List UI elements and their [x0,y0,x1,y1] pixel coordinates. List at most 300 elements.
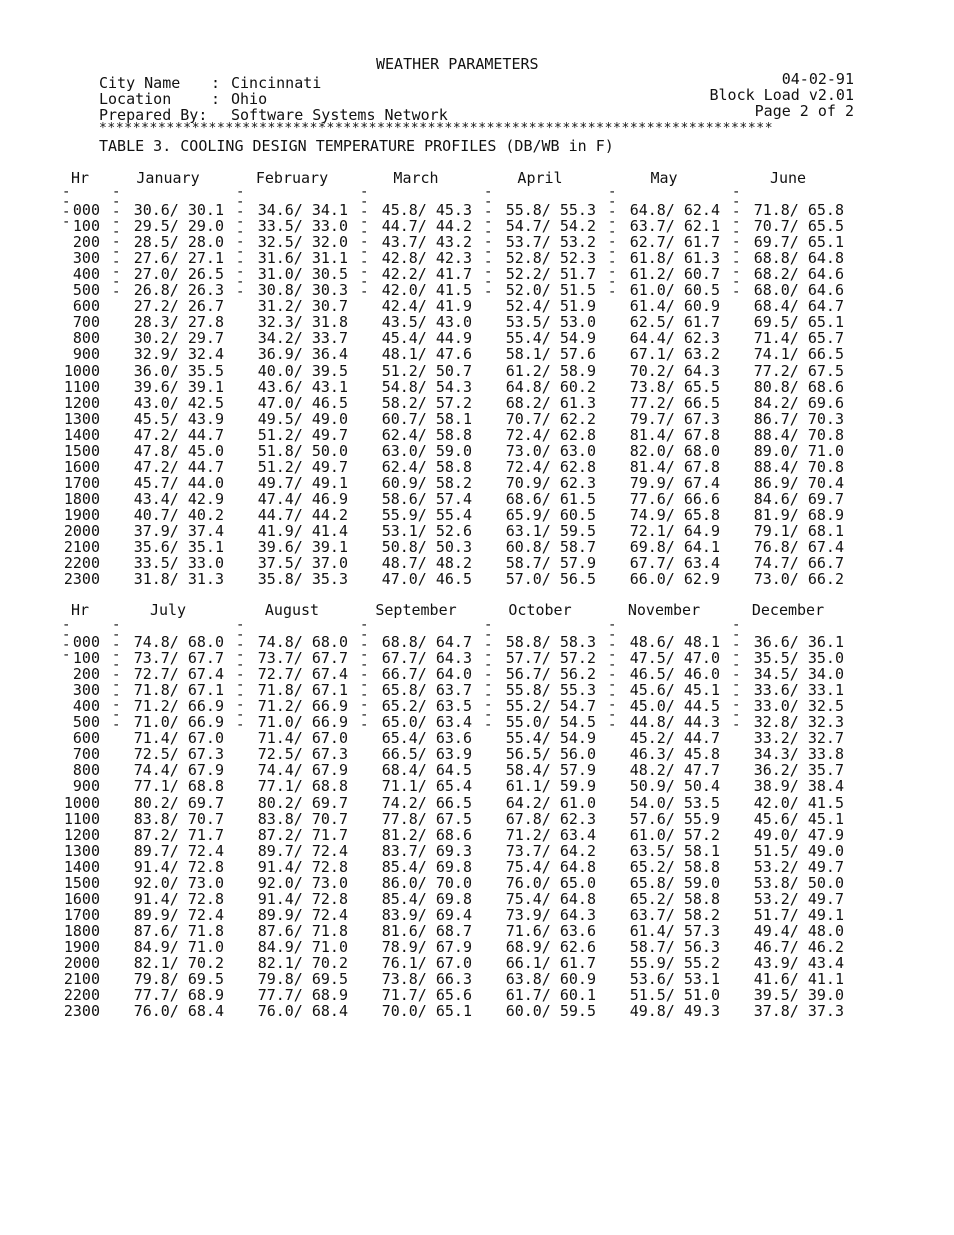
month-header-underline: ----------- [732,617,741,733]
table-row [0,843,860,859]
temperature-cell: 39.6/ 39.1 [133,377,224,396]
month-header-underline: ----------- [608,184,617,300]
temperature-cell: 43.6/ 43.1 [257,377,348,396]
temperature-cell: 27.0/ 26.5 [133,265,224,284]
temperature-cell: 72.5/ 67.3 [133,745,224,764]
table-row [0,650,860,666]
temperature-cell: 73.0/ 63.0 [505,441,596,460]
temperature-cell: 68.2/ 61.3 [505,393,596,412]
hour-cell: 2300 [63,1002,100,1021]
temperature-cell: 42.2/ 41.7 [381,265,472,284]
month-header-june: June [769,169,807,187]
hour-cell: 500 [72,713,100,732]
hour-cell: 1300 [63,841,100,860]
location-label: Location [99,90,172,108]
table-row [0,811,860,827]
temperature-cell: 35.8/ 35.3 [257,570,348,589]
hour-cell: 2000 [63,522,100,540]
hour-cell: 1900 [63,505,100,524]
hour-cell: 1200 [63,393,100,412]
temperature-cell: 39.6/ 39.1 [257,538,348,557]
temperature-cell: 66.1/ 61.7 [505,954,596,972]
temperature-cell: 81.6/ 68.7 [381,921,472,940]
temperature-cell: 42.8/ 42.3 [381,249,472,268]
table-row [0,250,860,266]
table-row [0,987,860,1003]
month-header-underline: ----------- [236,184,245,300]
hour-cell: 600 [72,297,100,316]
temperature-cell: 78.9/ 67.9 [381,937,472,956]
temperature-cell: 74.2/ 66.5 [381,793,472,812]
month-header-november: November [627,601,701,619]
temperature-cell: 74.1/ 66.5 [753,345,844,364]
hour-cell: 700 [72,313,100,332]
temperature-cell: 26.8/ 26.3 [133,281,224,300]
temperature-cell: 47.0/ 46.5 [257,393,348,412]
temperature-cell: 73.0/ 66.2 [753,570,844,589]
temperature-cell: 50.9/ 50.4 [629,777,720,796]
temperature-cell: 70.2/ 64.3 [629,361,720,380]
temperature-cell: 46.7/ 46.2 [753,937,844,956]
temperature-cell: 41.9/ 41.4 [257,522,348,540]
temperature-cell: 72.7/ 67.4 [257,665,348,684]
hour-cell: 1500 [63,873,100,892]
table-row [0,795,860,811]
temperature-cell: 66.5/ 63.9 [381,745,472,764]
temperature-cell: 52.4/ 51.9 [505,297,596,316]
hour-cell: 1600 [63,889,100,908]
temperature-cell: 87.2/ 71.7 [257,825,348,844]
month-header-underline: ----------- [484,617,493,733]
temperature-cell: 65.2/ 58.8 [629,857,720,876]
table-row [0,730,860,746]
temperature-cell: 55.2/ 54.7 [505,697,596,716]
table-row [0,346,860,362]
table-row [0,539,860,555]
temperature-cell: 43.9/ 43.4 [753,954,844,972]
temperature-cell: 80.2/ 69.7 [257,793,348,812]
temperature-cell: 91.4/ 72.8 [133,889,224,908]
temperature-cell: 64.8/ 60.2 [505,377,596,396]
hour-cell: 900 [72,777,100,796]
temperature-cell: 45.4/ 44.9 [381,329,472,348]
temperature-cell: 31.6/ 31.1 [257,249,348,268]
temperature-cell: 51.2/ 50.7 [381,361,472,380]
temperature-cell: 88.4/ 70.8 [753,457,844,476]
temperature-cell: 77.7/ 68.9 [133,986,224,1005]
temperature-cell: 92.0/ 73.0 [133,873,224,892]
temperature-cell: 83.7/ 69.3 [381,841,472,860]
temperature-cell: 55.8/ 55.3 [505,201,596,219]
temperature-cell: 53.8/ 50.0 [753,873,844,892]
temperature-cell: 68.4/ 64.5 [381,761,472,780]
temperature-cell: 33.5/ 33.0 [257,217,348,236]
temperature-cell: 73.9/ 64.3 [505,905,596,924]
temperature-cell: 35.6/ 35.1 [133,538,224,557]
temperature-cell: 45.6/ 45.1 [629,681,720,700]
temperature-cell: 32.8/ 32.3 [753,713,844,732]
table-row [0,314,860,330]
city-label: City Name [99,74,181,92]
month-header-underline: ----------- [360,184,369,300]
temperature-cell: 42.0/ 41.5 [381,281,472,300]
temperature-cell: 31.0/ 30.5 [257,265,348,284]
hr-header-underline: ---- [62,184,71,230]
temperature-cell: 73.7/ 67.7 [257,649,348,668]
table-row [0,891,860,907]
temperature-cell: 87.6/ 71.8 [257,921,348,940]
temperature-cell: 52.0/ 51.5 [505,281,596,300]
location-value: Ohio [231,90,268,108]
temperature-cell: 67.1/ 63.2 [629,345,720,364]
month-header-underline: ----------- [360,617,369,733]
hour-cell: 1800 [63,489,100,508]
hour-cell: 100 [72,217,100,236]
temperature-cell: 36.0/ 35.5 [133,361,224,380]
temperature-cell: 68.8/ 64.8 [753,249,844,268]
table-row [0,266,860,282]
month-header-september: September [375,601,457,619]
temperature-cell: 79.9/ 67.4 [629,473,720,492]
temperature-cell: 84.6/ 69.7 [753,489,844,508]
temperature-cell: 76.0/ 65.0 [505,873,596,892]
temperature-cell: 60.7/ 58.1 [381,409,472,428]
temperature-cell: 34.5/ 34.0 [753,665,844,684]
temperature-cell: 73.7/ 67.7 [133,649,224,668]
temperature-cell: 81.2/ 68.6 [381,825,472,844]
temperature-cell: 49.0/ 47.9 [753,825,844,844]
temperature-cell: 67.7/ 63.4 [629,554,720,573]
temperature-cell: 58.4/ 57.9 [505,761,596,780]
temperature-cell: 64.4/ 62.3 [629,329,720,348]
temperature-cell: 57.0/ 56.5 [505,570,596,589]
temperature-cell: 74.9/ 65.8 [629,505,720,524]
hour-cell: 400 [72,265,100,284]
table-row [0,682,860,698]
temperature-cell: 68.6/ 61.5 [505,489,596,508]
temperature-cell: 71.0/ 66.9 [257,713,348,732]
temperature-cell: 62.5/ 61.7 [629,313,720,332]
temperature-cell: 44.7/ 44.2 [257,505,348,524]
temperature-cell: 54.0/ 53.5 [629,793,720,812]
temperature-cell: 69.8/ 64.1 [629,538,720,557]
temperature-cell: 62.4/ 58.8 [381,457,472,476]
temperature-cell: 35.5/ 35.0 [753,649,844,668]
table-row [0,875,860,891]
temperature-cell: 51.8/ 50.0 [257,441,348,460]
temperature-cell: 55.8/ 55.3 [505,681,596,700]
temperature-cell: 58.6/ 57.4 [381,489,472,508]
temperature-cell: 30.2/ 29.7 [133,329,224,348]
temperature-cell: 45.5/ 43.9 [133,409,224,428]
temperature-cell: 88.4/ 70.8 [753,425,844,444]
temperature-cell: 61.4/ 57.3 [629,921,720,940]
temperature-cell: 47.2/ 44.7 [133,425,224,444]
temperature-cell: 36.9/ 36.4 [257,345,348,364]
temperature-cell: 56.5/ 56.0 [505,745,596,764]
temperature-cell: 32.3/ 31.8 [257,313,348,332]
temperature-cell: 83.8/ 70.7 [133,809,224,828]
temperature-cell: 82.1/ 70.2 [133,954,224,972]
page-indicator: Page 2 of 2 [754,102,854,120]
month-header-july: July [149,601,187,619]
temperature-cell: 72.1/ 64.9 [629,522,720,540]
temperature-cell: 54.7/ 54.2 [505,217,596,236]
temperature-cell: 71.8/ 67.1 [133,681,224,700]
temperature-cell: 45.7/ 44.0 [133,473,224,492]
temperature-cell: 53.1/ 52.6 [381,522,472,540]
temperature-cell: 73.8/ 65.5 [629,377,720,396]
temperature-cell: 33.2/ 32.7 [753,729,844,748]
hour-cell: 1700 [63,905,100,924]
temperature-cell: 63.7/ 62.1 [629,217,720,236]
temperature-cell: 71.2/ 63.4 [505,825,596,844]
temperature-cell: 81.4/ 67.8 [629,425,720,444]
temperature-cell: 52.2/ 51.7 [505,265,596,284]
temperature-cell: 84.2/ 69.6 [753,393,844,412]
temperature-cell: 53.7/ 53.2 [505,233,596,252]
temperature-cell: 68.9/ 62.6 [505,937,596,956]
temperature-cell: 55.4/ 54.9 [505,729,596,748]
temperature-cell: 89.9/ 72.4 [257,905,348,924]
temperature-cell: 28.5/ 28.0 [133,233,224,252]
temperature-cell: 91.4/ 72.8 [257,857,348,876]
city-value: Cincinnati [231,74,322,92]
temperature-cell: 71.4/ 65.7 [753,329,844,348]
temperature-cell: 74.4/ 67.9 [257,761,348,780]
temperature-cell: 47.2/ 44.7 [133,457,224,476]
temperature-cell: 89.7/ 72.4 [133,841,224,860]
temperature-cell: 76.0/ 68.4 [133,1002,224,1021]
temperature-cell: 70.7/ 62.2 [505,409,596,428]
temperature-cell: 49.4/ 48.0 [753,921,844,940]
temperature-cell: 51.7/ 49.1 [753,905,844,924]
month-header-underline: ----------- [236,617,245,733]
temperature-cell: 65.8/ 63.7 [381,681,472,700]
month-header-october: October [508,601,572,619]
hour-cell: 2000 [63,954,100,972]
temperature-cell: 75.4/ 64.8 [505,889,596,908]
temperature-cell: 55.9/ 55.2 [629,954,720,972]
temperature-cell: 47.8/ 45.0 [133,441,224,460]
temperature-cell: 61.2/ 58.9 [505,361,596,380]
table-row [0,939,860,955]
temperature-cell: 53.6/ 53.1 [629,970,720,989]
temperature-cell: 74.8/ 68.0 [133,633,224,651]
hour-cell: 1600 [63,457,100,476]
temperature-cell: 85.4/ 69.8 [381,857,472,876]
temperature-cell: 27.6/ 27.1 [133,249,224,268]
temperature-cell: 49.5/ 49.0 [257,409,348,428]
temperature-cell: 42.4/ 41.9 [381,297,472,316]
temperature-cell: 40.0/ 39.5 [257,361,348,380]
hour-cell: 200 [72,233,100,252]
temperature-cell: 28.3/ 27.8 [133,313,224,332]
temperature-cell: 79.8/ 69.5 [133,970,224,989]
hour-cell: 2200 [63,554,100,573]
temperature-cell: 29.5/ 29.0 [133,217,224,236]
hour-cell: 400 [72,697,100,716]
temperature-cell: 37.5/ 37.0 [257,554,348,573]
temperature-cell: 60.9/ 58.2 [381,473,472,492]
table-row [0,666,860,682]
report-title: WEATHER PARAMETERS [376,55,539,73]
temperature-cell: 63.5/ 58.1 [629,841,720,860]
temperature-cell: 80.2/ 69.7 [133,793,224,812]
hour-cell: 2200 [63,986,100,1005]
temperature-cell: 48.1/ 47.6 [381,345,472,364]
temperature-cell: 74.4/ 67.9 [133,761,224,780]
temperature-cell: 65.9/ 60.5 [505,505,596,524]
temperature-cell: 80.8/ 68.6 [753,377,844,396]
temperature-cell: 71.6/ 63.6 [505,921,596,940]
temperature-cell: 44.8/ 44.3 [629,713,720,732]
month-header-underline: ----------- [608,617,617,733]
hour-cell: 2300 [63,570,100,589]
temperature-cell: 58.1/ 57.6 [505,345,596,364]
temperature-cell: 36.2/ 35.7 [753,761,844,780]
hour-cell: 800 [72,761,100,780]
table-row [0,459,860,475]
temperature-cell: 33.5/ 33.0 [133,554,224,573]
temperature-cell: 60.8/ 58.7 [505,538,596,557]
table-row [0,330,860,346]
table-row [0,282,860,298]
temperature-cell: 86.9/ 70.4 [753,473,844,492]
temperature-cell: 67.7/ 64.3 [381,649,472,668]
temperature-cell: 32.5/ 32.0 [257,233,348,252]
temperature-cell: 37.9/ 37.4 [133,522,224,540]
month-header-august: August [264,601,320,619]
temperature-cell: 53.2/ 49.7 [753,857,844,876]
separator-line: ******************************************************************************** [99,121,774,136]
temperature-cell: 77.6/ 66.6 [629,489,720,508]
temperature-cell: 50.8/ 50.3 [381,538,472,557]
temperature-cell: 71.0/ 66.9 [133,713,224,732]
temperature-cell: 77.2/ 67.5 [753,361,844,380]
temperature-cell: 64.2/ 61.0 [505,793,596,812]
temperature-cell: 79.1/ 68.1 [753,522,844,540]
table-row [0,634,860,650]
temperature-cell: 40.7/ 40.2 [133,505,224,524]
temperature-cell: 86.7/ 70.3 [753,409,844,428]
table-row [0,234,860,250]
program-version: Block Load v2.01 [709,86,854,104]
hour-cell: 1500 [63,441,100,460]
hour-cell: 1200 [63,825,100,844]
temperature-cell: 89.0/ 71.0 [753,441,844,460]
city-colon: : [211,74,221,92]
temperature-cell: 55.0/ 54.5 [505,713,596,732]
temperature-cell: 47.0/ 46.5 [381,570,472,589]
temperature-cell: 85.4/ 69.8 [381,889,472,908]
temperature-cell: 51.5/ 51.0 [629,986,720,1005]
temperature-cell: 72.5/ 67.3 [257,745,348,764]
hour-cell: 1100 [63,809,100,828]
hour-cell: 100 [72,649,100,668]
temperature-cell: 45.2/ 44.7 [629,729,720,748]
temperature-cell: 79.7/ 67.3 [629,409,720,428]
temperature-cell: 31.2/ 30.7 [257,297,348,316]
temperature-cell: 54.8/ 54.3 [381,377,472,396]
temperature-cell: 71.4/ 67.0 [133,729,224,748]
month-header-march: March [393,169,439,187]
temperature-cell: 71.4/ 67.0 [257,729,348,748]
temperature-cell: 70.0/ 65.1 [381,1002,472,1021]
location-colon: : [211,90,221,108]
temperature-cell: 61.4/ 60.9 [629,297,720,316]
temperature-cell: 58.2/ 57.2 [381,393,472,412]
temperature-cell: 57.6/ 55.9 [629,809,720,828]
month-header-february: February [255,169,329,187]
temperature-cell: 77.8/ 67.5 [381,809,472,828]
temperature-cell: 55.9/ 55.4 [381,505,472,524]
temperature-cell: 74.8/ 68.0 [257,633,348,651]
hour-cell: 200 [72,665,100,684]
temperature-cell: 51.2/ 49.7 [257,457,348,476]
temperature-cell: 77.1/ 68.8 [257,777,348,796]
temperature-cell: 83.9/ 69.4 [381,905,472,924]
temperature-cell: 76.0/ 68.4 [257,1002,348,1021]
month-header-underline: ----------- [732,184,741,300]
table-row [0,395,860,411]
month-header-may: May [650,169,678,187]
temperature-cell: 76.1/ 67.0 [381,954,472,972]
table-row [0,298,860,314]
temperature-cell: 27.2/ 26.7 [133,297,224,316]
temperature-cell: 65.2/ 63.5 [381,697,472,716]
table-row [0,443,860,459]
temperature-cell: 46.5/ 46.0 [629,665,720,684]
temperature-cell: 43.0/ 42.5 [133,393,224,412]
temperature-cell: 71.1/ 65.4 [381,777,472,796]
temperature-cell: 61.8/ 61.3 [629,249,720,268]
temperature-cell: 53.2/ 49.7 [753,889,844,908]
temperature-cell: 61.1/ 59.9 [505,777,596,796]
temperature-cell: 65.4/ 63.6 [381,729,472,748]
temperature-cell: 68.4/ 64.7 [753,297,844,316]
temperature-cell: 66.7/ 64.0 [381,665,472,684]
temperature-cell: 51.5/ 49.0 [753,841,844,860]
temperature-cell: 69.5/ 65.1 [753,313,844,332]
hour-cell: 1800 [63,921,100,940]
temperature-cell: 62.4/ 58.8 [381,425,472,444]
temperature-cell: 75.4/ 64.8 [505,857,596,876]
hr-header-underline: ---- [62,617,71,663]
table-row [0,363,860,379]
hour-cell: 700 [72,745,100,764]
temperature-cell: 53.5/ 53.0 [505,313,596,332]
hr-column-header: Hr [70,601,90,619]
temperature-cell: 92.0/ 73.0 [257,873,348,892]
table-row [0,507,860,523]
temperature-cell: 61.0/ 60.5 [629,281,720,300]
temperature-cell: 77.7/ 68.9 [257,986,348,1005]
temperature-cell: 86.0/ 70.0 [381,873,472,892]
hour-cell: 1000 [63,361,100,380]
table-row [0,827,860,843]
temperature-cell: 51.2/ 49.7 [257,425,348,444]
temperature-cell: 83.8/ 70.7 [257,809,348,828]
temperature-cell: 73.7/ 64.2 [505,841,596,860]
report-date: 04-02-91 [781,70,854,88]
temperature-cell: 45.0/ 44.5 [629,697,720,716]
prepared-value: Software Systems Network [231,106,448,124]
temperature-cell: 71.7/ 65.6 [381,986,472,1005]
temperature-cell: 57.7/ 57.2 [505,649,596,668]
hour-cell: 1400 [63,425,100,444]
table-row [0,762,860,778]
